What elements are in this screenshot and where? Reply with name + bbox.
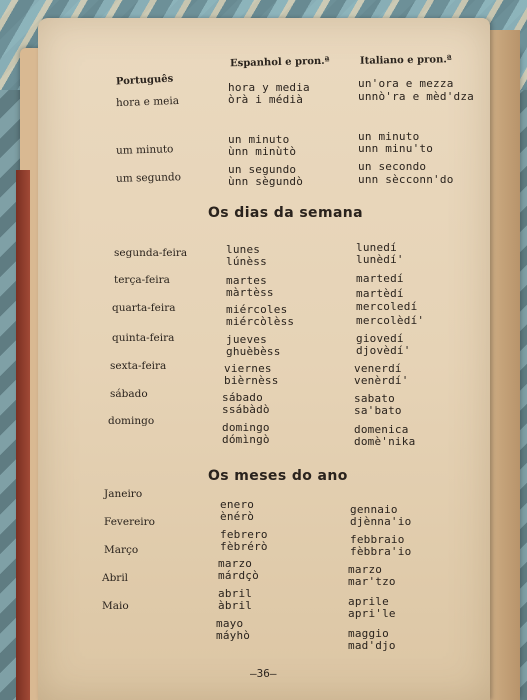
time-row-es: hora y media (228, 81, 310, 94)
month-it: aprile (348, 595, 389, 608)
month-it-pron: djènna'io (350, 515, 412, 528)
day-es: viernes (224, 362, 272, 375)
time-row-es-pron: ùnn sègundò (228, 175, 304, 188)
time-row-es: un segundo (228, 163, 297, 176)
day-pt: terça-feira (114, 274, 170, 286)
month-pt: Março (104, 544, 139, 556)
time-row-es: un minuto (228, 133, 290, 146)
month-es-pron: máyhò (216, 629, 251, 642)
book-cover-edge (16, 170, 30, 700)
month-es-pron: ènérò (220, 510, 255, 523)
day-it-pron: sa'bato (354, 404, 402, 417)
time-row-pt: um segundo (115, 171, 182, 185)
month-es: enero (220, 498, 255, 511)
day-pt: quarta-feira (112, 302, 176, 314)
day-it: venerdí (354, 362, 402, 375)
day-pt: domingo (108, 415, 155, 427)
month-it-pron: mar'tzo (348, 575, 396, 588)
day-it: lunedí (356, 241, 397, 254)
day-it-pron: djovèdí' (356, 344, 411, 357)
month-es: marzo (218, 557, 253, 570)
section-title-months: Os meses do ano (208, 468, 348, 484)
day-es-pron: bièrnèss (224, 374, 279, 387)
month-es-pron: àbril (218, 599, 253, 612)
facing-page-edge (488, 30, 520, 700)
month-pt: Fevereiro (104, 516, 156, 528)
time-row-it-pron: unn minu'to (358, 142, 434, 155)
time-row-es-pron: òrà i médià (228, 93, 304, 106)
month-es-pron: fèbrérò (220, 540, 268, 553)
day-es-pron: dómìngò (222, 433, 270, 446)
time-row-es-pron: ùnn minùtò (228, 145, 297, 158)
day-it: giovedí (356, 332, 404, 345)
day-pt: sábado (110, 388, 148, 400)
month-es: mayo (216, 617, 244, 630)
month-pt: Abril (102, 572, 129, 584)
month-it: marzo (348, 563, 383, 576)
day-it-pron: mercolèdí' (356, 314, 425, 327)
book-page (38, 18, 490, 700)
day-es: sábado (222, 391, 263, 404)
day-es: domingo (222, 421, 270, 434)
day-it-pron: domè'nika (354, 435, 416, 448)
day-es: miércoles (226, 303, 288, 316)
time-row-it: un'ora e mezza (358, 77, 454, 90)
month-it: maggio (348, 627, 389, 640)
month-it-pron: mad'djo (348, 639, 396, 652)
day-it-pron: martèdí (356, 287, 404, 300)
month-es: abril (218, 587, 253, 600)
day-es-pron: lúnèss (226, 255, 267, 268)
time-row-it: un minuto (358, 130, 420, 143)
time-row-pt: um minuto (115, 143, 174, 157)
day-pt: segunda-feira (114, 247, 188, 259)
day-es-pron: ghuèbèss (226, 345, 281, 358)
day-it-pron: lunèdí' (356, 253, 404, 266)
day-es-pron: màrtèss (226, 286, 274, 299)
month-es: febrero (220, 528, 268, 541)
section-title-days: Os dias da semana (208, 205, 364, 221)
day-es: lunes (226, 243, 261, 256)
day-pt: sexta-feira (110, 360, 167, 372)
day-it: martedí (356, 272, 404, 285)
header-italian: Italiano e pron.ª (359, 54, 452, 67)
month-it: febbraio (350, 533, 405, 546)
day-es: jueves (226, 333, 267, 346)
time-row-it-pron: unn sècconn'do (358, 173, 454, 186)
header-portuguese: Português (115, 73, 174, 88)
month-es-pron: márdçò (218, 569, 259, 582)
time-row-pt: hora e meia (115, 94, 180, 110)
day-it: mercoledí (356, 300, 418, 313)
day-pt: quinta-feira (112, 332, 175, 344)
day-it: sabato (354, 392, 395, 405)
page-number: —36— (250, 667, 277, 680)
day-it-pron: venèrdí' (354, 374, 409, 387)
month-it: gennaio (350, 503, 398, 516)
month-pt: Maio (102, 600, 129, 612)
month-it-pron: apri'le (348, 607, 396, 620)
day-es-pron: miércòlèss (226, 315, 295, 328)
month-it-pron: fèbbra'io (350, 545, 412, 558)
header-spanish: Espanhol e pron.ª (229, 55, 330, 70)
month-pt: Janeiro (104, 488, 143, 500)
day-es-pron: ssábàdò (222, 403, 270, 416)
day-it: domenica (354, 423, 409, 436)
day-es: martes (226, 274, 267, 287)
time-row-it-pron: unnò'ra e mèd'dza (358, 90, 474, 103)
time-row-it: un secondo (358, 160, 427, 173)
